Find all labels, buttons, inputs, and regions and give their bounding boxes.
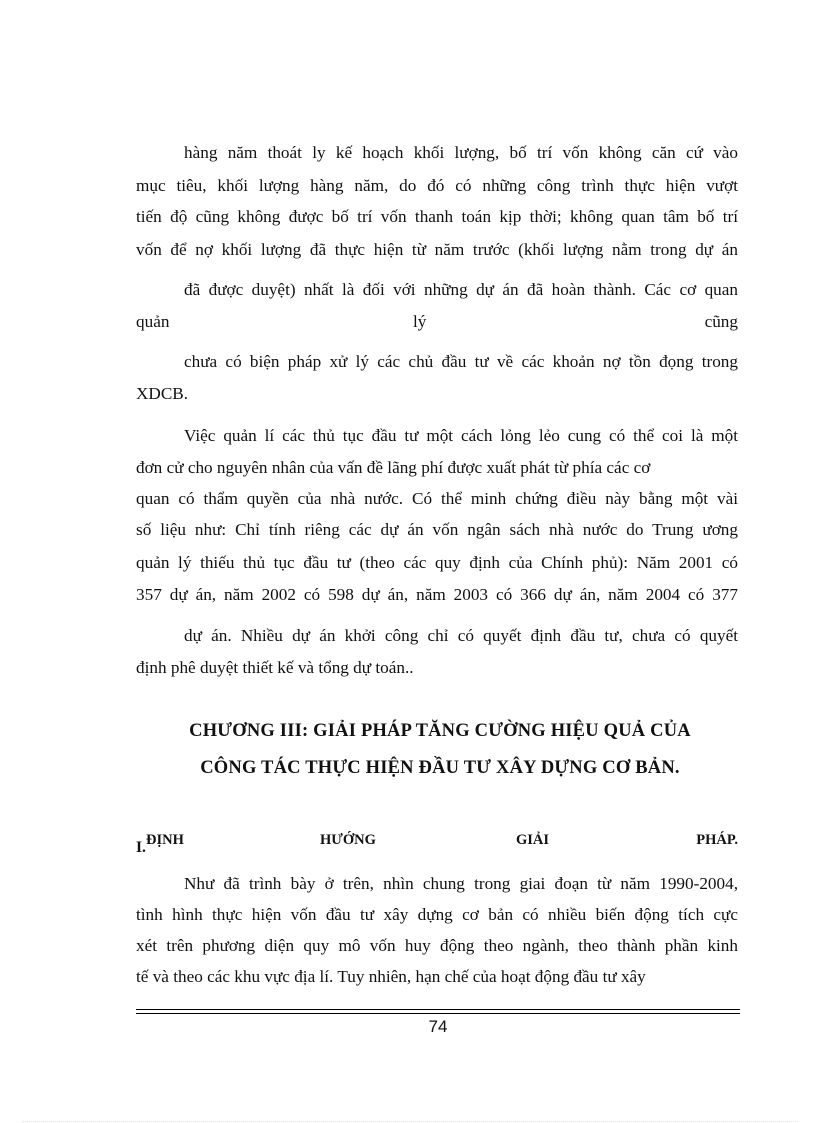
- body-text-line: mục tiêu, khối lượng hàng năm, do đó có những công trình thực hiện vượt: [136, 176, 738, 195]
- spaced-word: cũng: [704, 312, 738, 331]
- footer-rule: [136, 1009, 740, 1010]
- body-text-line: tế và theo các khu vực địa lí. Tuy nhiên, hạn chế của hoạt động đầu tư xây: [136, 967, 646, 986]
- chapter-heading-line-1: CHƯƠNG III: GIẢI PHÁP TĂNG CƯỜNG HIỆU QUẢ CỦA: [189, 721, 691, 741]
- body-text-line: quan có thẩm quyền của nhà nước. Có thể minh chứng điều này bằng một vài: [136, 489, 738, 508]
- page-number: 74: [428, 1017, 448, 1036]
- chapter-heading-line-2: CÔNG TÁC THỰC HIỆN ĐẦU TƯ XÂY DỰNG CƠ BẢN.: [200, 758, 680, 778]
- spaced-word: lý: [413, 312, 427, 331]
- body-text-line: tình hình thực hiện vốn đầu tư xây dựng cơ bản có nhiều biến động tích cực: [136, 905, 738, 924]
- body-text-line: dự án. Nhiều dự án khởi công chỉ có quyết định đầu tư, chưa có quyết: [184, 626, 738, 645]
- body-text-line: Như đã trình bày ở trên, nhìn chung trong giai đoạn từ năm 1990-2004,: [184, 874, 738, 893]
- body-text-line: tiến độ cũng không được bố trí vốn thanh toán kịp thời; không quan tâm bố trí: [136, 207, 738, 226]
- section-heading-word: PHÁP.: [696, 832, 738, 848]
- body-text-line: chưa có biện pháp xử lý các chủ đầu tư về các khoản nợ tồn đọng trong: [184, 352, 738, 371]
- body-text-line: hàng năm thoát ly kế hoạch khối lượng, bố trí vốn không căn cứ vào: [184, 143, 738, 162]
- spaced-text-line: [136, 310, 738, 334]
- body-text-line: vốn để nợ khối lượng đã thực hiện từ năm trước (khối lượng nằm trong dự án: [136, 240, 738, 259]
- body-text-line: xét trên phương diện quy mô vốn huy động theo ngành, theo thành phần kinh: [136, 936, 738, 955]
- section-heading-word: ĐỊNH: [146, 832, 184, 848]
- section-number: I.: [136, 839, 146, 856]
- section-heading-word: HƯỚNG: [320, 832, 376, 848]
- body-text-line: 357 dự án, năm 2002 có 598 dự án, năm 2003 có 366 dự án, năm 2004 có 377: [136, 585, 738, 604]
- section-heading: [136, 830, 738, 856]
- section-heading-word: GIẢI: [516, 832, 550, 848]
- body-text-line: đơn cử cho nguyên nhân của vấn đề lãng phí được xuất phát từ phía các cơ: [136, 458, 651, 477]
- footer-rule: [136, 1013, 740, 1014]
- spaced-word: quản: [136, 312, 170, 331]
- body-text-line: định phê duyệt thiết kế và tổng dự toán..: [136, 658, 414, 677]
- body-text-line: XDCB.: [136, 384, 189, 403]
- body-text-line: đã được duyệt) nhất là đối với những dự án đã hoàn thành. Các cơ quan: [184, 280, 738, 299]
- body-text-line: Việc quản lí các thủ tục đầu tư một cách lỏng lẻo cung có thể coi là một: [184, 426, 738, 445]
- body-text-line: số liệu như: Chỉ tính riêng các dự án vốn ngân sách nhà nước do Trung ương: [136, 520, 738, 539]
- body-text-line: quản lý thiếu thủ tục đầu tư (theo các quy định của Chính phủ): Năm 2001 có: [136, 553, 738, 572]
- page-bottom-divider: [22, 1121, 798, 1122]
